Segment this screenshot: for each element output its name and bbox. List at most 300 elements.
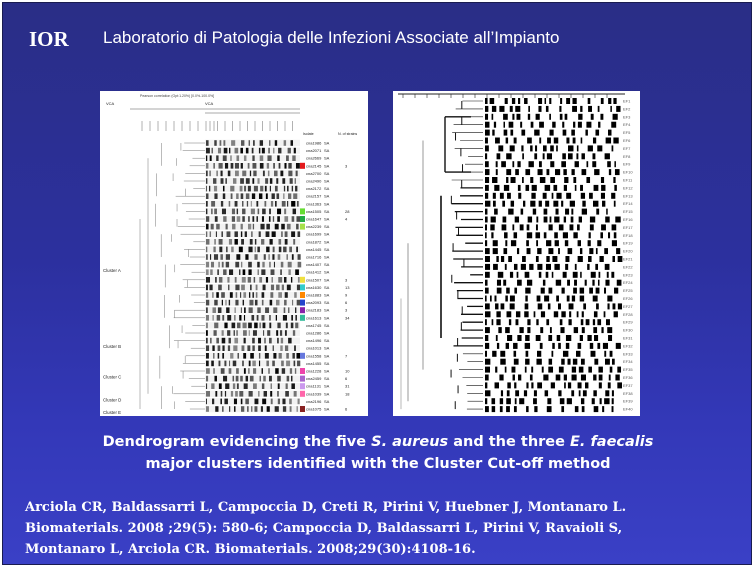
row-label: EF39 (623, 398, 633, 404)
band (548, 303, 551, 309)
band (257, 178, 259, 184)
band (485, 382, 487, 388)
band (249, 307, 253, 313)
band (528, 217, 532, 223)
band (260, 186, 263, 192)
band (542, 367, 544, 373)
band (540, 327, 543, 333)
band (214, 254, 218, 260)
cluster-label: Cluster D (103, 397, 122, 403)
band (560, 319, 563, 325)
band (545, 201, 549, 207)
band (586, 161, 588, 167)
band (557, 335, 561, 341)
isolate-label: cna1455 (306, 360, 322, 366)
band (258, 209, 260, 215)
band (289, 247, 292, 253)
band (550, 145, 554, 151)
band (251, 406, 252, 412)
band (563, 130, 567, 136)
band (285, 231, 288, 237)
band (291, 277, 292, 283)
band (581, 153, 584, 159)
cluster-swatch (300, 383, 305, 389)
band (268, 254, 269, 260)
band (604, 398, 609, 404)
band (233, 383, 235, 389)
band (512, 367, 516, 373)
band (267, 155, 271, 161)
band (503, 248, 507, 254)
band (298, 262, 302, 268)
band (280, 269, 282, 275)
band (493, 193, 496, 199)
band (288, 262, 292, 268)
band (272, 254, 274, 260)
band (219, 383, 222, 389)
band (253, 330, 257, 336)
band (282, 285, 284, 291)
band (273, 345, 274, 351)
band-lane (205, 170, 300, 176)
band (597, 343, 600, 349)
band (598, 367, 602, 373)
band (574, 280, 577, 286)
band (565, 209, 569, 215)
band (578, 382, 582, 388)
band (551, 382, 555, 388)
isolate-label: cna2071 (306, 148, 322, 154)
band (256, 292, 258, 298)
band (256, 285, 258, 291)
band (280, 330, 282, 336)
band (217, 315, 220, 321)
band (590, 217, 595, 223)
band (543, 193, 547, 199)
band (206, 345, 209, 351)
band (536, 256, 539, 262)
slide (2, 2, 752, 565)
band (485, 106, 488, 112)
band (573, 288, 577, 294)
band (212, 345, 214, 351)
band (241, 231, 242, 237)
band (206, 193, 208, 199)
row-label: EF12 (623, 185, 633, 191)
band (226, 307, 229, 313)
cluster-swatch (300, 391, 305, 397)
band (549, 114, 551, 120)
band (495, 367, 497, 373)
isolate-labels (300, 141, 350, 413)
band (612, 406, 614, 412)
band (578, 240, 581, 246)
band (260, 224, 264, 230)
band (493, 240, 498, 246)
row-label: EF21 (623, 256, 633, 262)
band (231, 391, 233, 397)
band (518, 193, 521, 199)
band (605, 264, 610, 270)
band (297, 285, 300, 291)
band (546, 240, 551, 246)
isolate-label: cna1496 (306, 338, 322, 344)
slide-title: Laboratorio di Patologia delle Infezioni Associate all’Impianto (103, 28, 560, 47)
band (613, 114, 618, 120)
band (296, 216, 300, 222)
band (599, 272, 601, 278)
band (279, 353, 282, 359)
band (244, 338, 246, 344)
band (485, 153, 487, 159)
band (495, 303, 498, 309)
isolate-label: cna2669 (306, 155, 322, 161)
band (587, 264, 589, 270)
band (569, 311, 571, 317)
band (607, 296, 612, 302)
band (579, 390, 581, 396)
band (266, 231, 270, 237)
band (245, 399, 249, 405)
band (239, 269, 240, 275)
band (580, 185, 583, 191)
band (273, 148, 274, 154)
band (573, 177, 576, 183)
band (580, 248, 582, 254)
band (568, 382, 571, 388)
band (285, 345, 288, 351)
band (570, 224, 574, 230)
band (223, 269, 226, 275)
species-label: SA (324, 315, 330, 321)
row-label: EF20 (623, 248, 633, 254)
band (504, 122, 506, 128)
band (613, 98, 616, 104)
band (485, 201, 490, 207)
species-label: SA (324, 277, 330, 283)
band (212, 399, 214, 405)
band (206, 330, 208, 336)
band (500, 406, 503, 412)
band (298, 277, 300, 283)
band (276, 178, 278, 184)
band (223, 193, 225, 199)
band (235, 391, 238, 397)
band (206, 201, 208, 207)
band (219, 361, 221, 367)
figure-a-col-isolate: Isolate (303, 132, 314, 136)
band (206, 300, 209, 306)
band (285, 239, 288, 245)
band (581, 375, 586, 381)
band (230, 292, 233, 298)
band (248, 186, 251, 192)
band (248, 247, 252, 253)
band (497, 288, 502, 294)
band (566, 343, 569, 349)
band (206, 277, 210, 283)
band (506, 406, 510, 412)
band (214, 209, 217, 215)
band (252, 178, 254, 184)
band (545, 390, 548, 396)
band (249, 300, 253, 306)
band (236, 368, 239, 374)
band (613, 303, 616, 309)
band (572, 106, 577, 112)
band (239, 315, 241, 321)
band (294, 345, 296, 351)
band (578, 256, 583, 262)
band (260, 155, 264, 161)
band (235, 307, 236, 313)
isolate-label: cna1228 (306, 368, 322, 374)
band (534, 406, 537, 412)
band (206, 178, 207, 184)
dendrogram-a-graphic (100, 91, 368, 416)
band (283, 193, 284, 199)
band (560, 398, 565, 404)
band (221, 171, 223, 177)
band (604, 351, 606, 357)
band (216, 224, 220, 230)
band (485, 256, 490, 262)
band (281, 262, 284, 268)
band (260, 140, 263, 146)
band (214, 193, 217, 199)
band (222, 353, 224, 359)
band (552, 256, 557, 262)
band (544, 296, 549, 302)
band (515, 217, 519, 223)
band (574, 327, 578, 333)
band (563, 232, 568, 238)
band (505, 98, 508, 104)
band (241, 224, 243, 230)
band (262, 300, 264, 306)
band (249, 292, 250, 298)
band (215, 406, 218, 412)
strain-count: 6 (345, 406, 348, 412)
band (492, 177, 497, 183)
band (264, 391, 267, 397)
band (506, 398, 511, 404)
band (295, 178, 296, 184)
band (258, 391, 259, 397)
band (254, 277, 255, 283)
band (600, 232, 603, 238)
band (254, 186, 258, 192)
band (221, 391, 223, 397)
band (538, 169, 543, 175)
band (255, 300, 258, 306)
band (242, 361, 243, 367)
band (224, 399, 228, 405)
band (485, 272, 490, 278)
band (485, 359, 490, 365)
band (544, 217, 548, 223)
band (537, 296, 541, 302)
band (617, 382, 622, 388)
band (263, 171, 265, 177)
band (235, 171, 239, 177)
isolate-label: cna1286 (306, 330, 322, 336)
band (497, 343, 499, 349)
band (216, 292, 219, 298)
band (237, 209, 238, 215)
isolate-label: cna2183 (306, 307, 322, 313)
band (271, 383, 272, 389)
band (231, 247, 234, 253)
band (535, 145, 537, 151)
band (220, 399, 222, 405)
band (241, 140, 244, 146)
band (496, 319, 500, 325)
band (213, 247, 215, 253)
band (507, 382, 510, 388)
band (278, 292, 282, 298)
band (565, 114, 568, 120)
cluster-label: Cluster B (103, 344, 122, 350)
band (206, 155, 207, 161)
band (605, 359, 610, 365)
row-label: EF35 (623, 367, 633, 373)
band (567, 280, 570, 286)
band (253, 368, 256, 374)
band (235, 277, 237, 283)
band (510, 296, 515, 302)
row-label: EF29 (623, 319, 633, 325)
cluster-swatch (300, 368, 305, 374)
band (282, 368, 285, 374)
band (500, 351, 505, 357)
band (588, 106, 592, 112)
band (287, 224, 291, 230)
band (219, 247, 222, 253)
band (490, 296, 492, 302)
band (259, 353, 260, 359)
band (561, 311, 565, 317)
band (485, 390, 490, 396)
band (262, 148, 265, 154)
band (612, 224, 617, 230)
band (610, 351, 613, 357)
band (589, 248, 593, 254)
band (509, 122, 514, 128)
isolate-label: cna1699 (306, 231, 322, 237)
band (577, 224, 580, 230)
band (493, 264, 498, 270)
band (221, 231, 222, 237)
band (222, 209, 226, 215)
band (492, 130, 494, 136)
band (546, 264, 551, 270)
band (241, 307, 242, 313)
band (248, 216, 249, 222)
band (286, 353, 289, 359)
band (510, 272, 513, 278)
band (222, 262, 224, 268)
strain-count: 18 (345, 391, 350, 397)
band (521, 209, 524, 215)
band (219, 277, 222, 283)
band (253, 383, 257, 389)
species-label: SA (324, 262, 330, 268)
band (240, 186, 243, 192)
row-label: EF34 (623, 359, 633, 365)
band (228, 171, 231, 177)
band (540, 177, 545, 183)
band (570, 201, 575, 207)
band (573, 359, 577, 365)
band (245, 254, 248, 260)
band (235, 163, 239, 169)
band (218, 285, 222, 291)
band (561, 406, 564, 412)
band (263, 285, 266, 291)
band (248, 262, 252, 268)
band (543, 375, 548, 381)
band-lane (205, 254, 300, 260)
band (206, 216, 209, 222)
band (576, 351, 580, 357)
band (566, 98, 570, 104)
band (485, 232, 487, 238)
band (555, 240, 559, 246)
band (258, 345, 261, 351)
row-label: EF31 (623, 335, 633, 341)
band (295, 368, 296, 374)
band (291, 201, 295, 207)
band (514, 232, 518, 238)
band (541, 288, 545, 294)
band (290, 368, 292, 374)
band (530, 201, 535, 207)
band (618, 303, 622, 309)
band (271, 285, 274, 291)
band (539, 122, 544, 128)
band (265, 186, 267, 192)
band (556, 145, 558, 151)
band (529, 264, 533, 270)
band (216, 155, 218, 161)
band (562, 153, 566, 159)
band (596, 303, 599, 309)
band (571, 390, 574, 396)
band (545, 98, 547, 104)
band (288, 193, 291, 199)
band (587, 335, 591, 341)
band (511, 240, 516, 246)
band (230, 353, 233, 359)
band (572, 367, 576, 373)
band (543, 145, 547, 151)
band (218, 353, 220, 359)
band (213, 178, 216, 184)
band (490, 224, 494, 230)
band (267, 163, 269, 169)
band (276, 330, 278, 336)
band (485, 177, 489, 183)
band (220, 140, 222, 146)
band (270, 292, 273, 298)
strain-count: 6 (345, 376, 348, 382)
band (271, 399, 273, 405)
band (275, 224, 279, 230)
band (229, 269, 233, 275)
band (549, 288, 553, 294)
row-label: EF11 (623, 177, 633, 183)
